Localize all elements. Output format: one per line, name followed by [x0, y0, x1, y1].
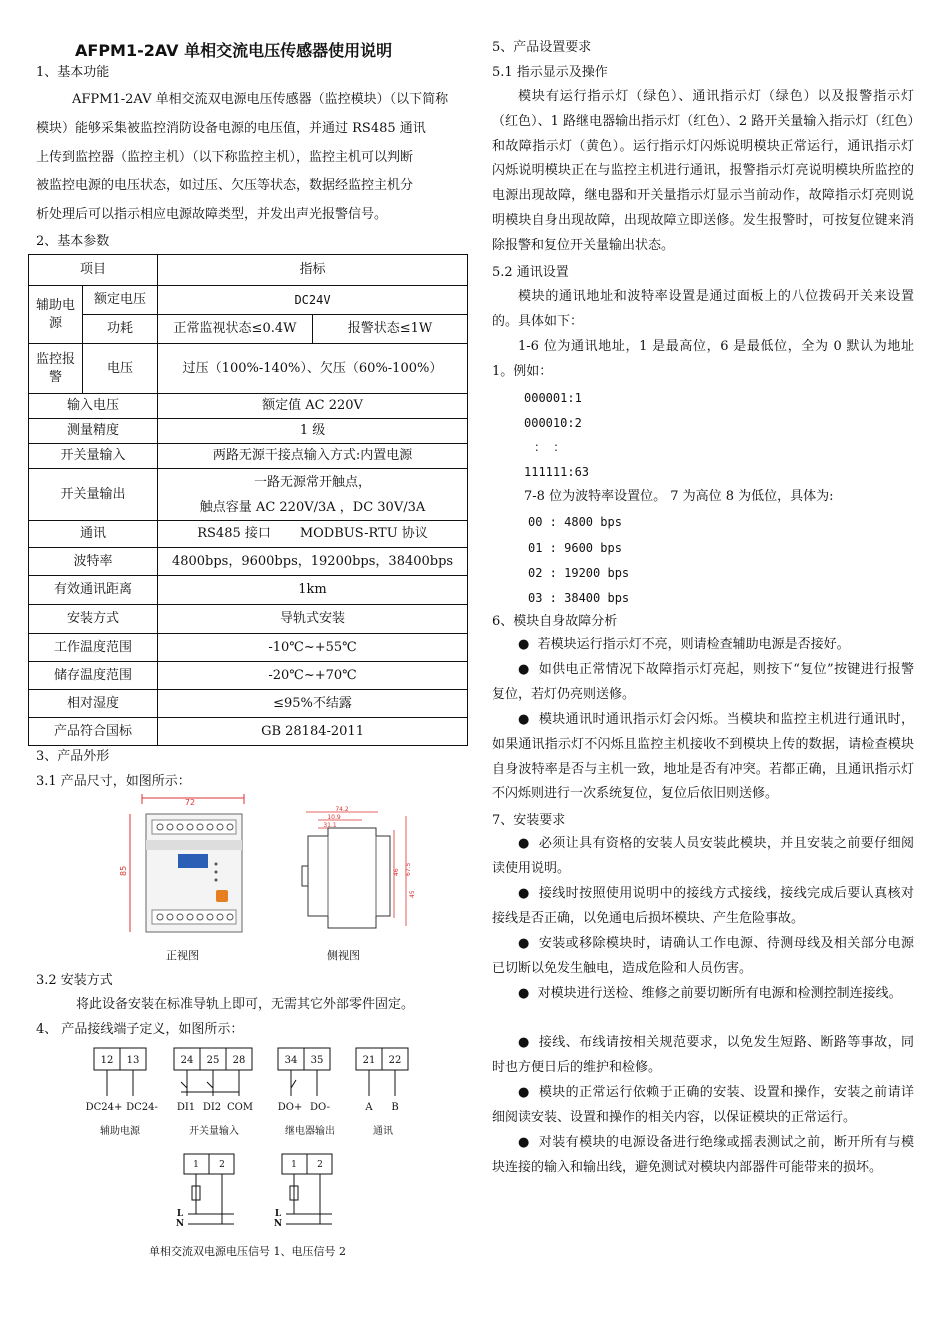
install-item: [492, 882, 914, 932]
fault-item: [492, 633, 914, 658]
v2-terminal-1: 1: [291, 1160, 297, 1170]
dim-67: 67.5: [405, 862, 412, 876]
comm-protocol: MODBUS-RTU 协议: [299, 526, 428, 541]
section-5-1-heading: 5.1 指示显示及操作: [492, 65, 608, 80]
dim-72: 72: [184, 798, 196, 807]
power-normal-value: 正常监视状态≤0.4W: [158, 315, 313, 344]
param-label: 开关量输入: [29, 444, 158, 469]
param-label: 安装方式: [29, 605, 158, 634]
switch-output-value: [158, 469, 468, 521]
function-line-1: AFPM1-2AV 单相交流双电源电压传感器（监控模块）（以下简称: [72, 92, 449, 107]
param-label: 波特率: [29, 548, 158, 576]
signal-b: B: [391, 1102, 399, 1113]
section-1-heading: 1、基本功能: [36, 65, 110, 80]
dim-74: 74.2: [335, 806, 349, 813]
baud-option: 02 : 19200 bps: [528, 566, 630, 580]
param-value: 额定值 AC 220V: [158, 394, 468, 419]
signal-do-neg: DO-: [310, 1102, 330, 1113]
header-spec: 指标: [158, 255, 468, 286]
terminal-12: 12: [100, 1055, 114, 1066]
v2-terminal-2: 2: [317, 1160, 323, 1170]
param-label: 储存温度范围: [29, 662, 158, 690]
param-value: 导轨式安装: [158, 605, 468, 634]
signal-di2: DI2: [202, 1102, 222, 1113]
section-3-2-heading: 3.2 安装方式: [36, 973, 113, 988]
v1-terminal-1: 1: [193, 1160, 199, 1170]
dim-45: 45: [409, 890, 416, 898]
param-value: 1km: [158, 576, 468, 605]
install-item-text: 对装有模块的电源设备进行绝缘或摇表测试之前，断开所有与模块连接的输入和输出线，避免测试对模块内部器件可能带来的损坏。: [492, 1135, 914, 1175]
section-4-heading: 4、 产品接线端子定义，如图所示：: [36, 1022, 244, 1037]
group-name-relay-output: 继电器输出: [285, 1126, 335, 1137]
section-6-heading: 6、模块自身故障分析: [492, 614, 618, 629]
comm-value: [158, 521, 468, 548]
voltage-value: 过压（100%-140%）、欠压（60%-100%）: [158, 344, 468, 394]
dim-85: 85: [119, 865, 128, 876]
v1-line-n: N: [175, 1219, 185, 1229]
terminal-21: 21: [362, 1055, 376, 1066]
v1-line-l: L: [176, 1209, 184, 1219]
bullet-icon: ●: [518, 936, 530, 951]
voltage-signal-caption: 单相交流双电源电压信号 1、电压信号 2: [149, 1245, 346, 1258]
rated-voltage-value: DC24V: [158, 286, 468, 315]
terminal-13: 13: [126, 1055, 140, 1066]
group-name-comm: 通讯: [373, 1126, 393, 1137]
terminal-22: 22: [388, 1055, 402, 1066]
install-item: [492, 1131, 914, 1181]
section-3-1-heading: 3.1 产品尺寸，如图所示：: [36, 774, 191, 789]
param-value: 两路无源干接点输入方式:内置电源: [158, 444, 468, 469]
signal-dc24p: DC24+: [85, 1102, 123, 1113]
param-label: 相对湿度: [29, 690, 158, 718]
bullet-icon: ●: [518, 662, 530, 677]
install-item-text: 安装或移除模块时，请确认工作电源、待测母线及相关部分电源已切断以免发生触电，造成危险和人员伤害。: [492, 936, 914, 976]
function-line-4: 被监控电源的电压状态，如过压、欠压等状态，数据经监控主机分: [36, 178, 414, 193]
function-line-5: 析处理后可以指示相应电源故障类型，并发出声光报警信号。: [36, 207, 388, 222]
section-5-heading: 5、产品设置要求: [492, 40, 592, 55]
terminal-35: 35: [310, 1055, 324, 1066]
fault-item: [492, 658, 914, 708]
install-item-text: 接线时按照使用说明中的接线方式接线，接线完成后要认真核对接线是否正确，以免通电后损坏模块、产生危险事故。: [492, 886, 914, 926]
param-label: 测量精度: [29, 419, 158, 444]
param-value: -10℃~+55℃: [158, 634, 468, 662]
bullet-icon: ●: [518, 637, 530, 652]
baud-option: 03 : 38400 bps: [528, 591, 630, 605]
terminal-28: 28: [232, 1055, 246, 1066]
install-item: [492, 932, 914, 982]
bullet-icon: ●: [518, 836, 530, 851]
v1-terminal-2: 2: [219, 1160, 225, 1170]
switch-output-line-1: 一路无源常开触点，: [254, 474, 372, 490]
baud-option: 00 : 4800 bps: [528, 515, 622, 529]
aux-power-label: 辅助电源: [29, 286, 83, 344]
front-view-drawing: [118, 792, 258, 942]
baud-option: 01 : 9600 bps: [528, 541, 622, 555]
param-value: -20℃~+70℃: [158, 662, 468, 690]
install-item-text: 模块的正常运行依赖于正确的安装、设置和操作，安装之前请详细阅读安装、设置和操作的相关内容，以保证模块的正常运行。: [492, 1085, 914, 1125]
fault-item-text: 模块通讯时通讯指示灯会闪烁。当模块和监控主机进行通讯时，如果通讯指示灯不闪烁且监控主机接收不到模块上传的数据，请检查模块自身波特率是否与主机一致，地址是否有冲突。若都正确，且通讯指示灯不闪烁则进行一次系统复位，复位后依旧则送修。: [492, 712, 914, 802]
section-2-heading: 2、基本参数: [36, 234, 110, 249]
param-label: 工作温度范围: [29, 634, 158, 662]
param-label: 输入电压: [29, 394, 158, 419]
bullet-icon: ●: [518, 1035, 530, 1050]
bullet-icon: ●: [518, 1085, 530, 1100]
baud-paragraph: 7-8 位为波特率设置位。 7 为高位 8 为低位，具体为:: [524, 489, 834, 504]
install-item-text: 接线、布线请按相关规范要求，以免发生短路、断路等事故，同时也方便日后的维护和检修。: [492, 1035, 914, 1075]
power-alarm-value: 报警状态≤1W: [313, 315, 468, 344]
bullet-icon: ●: [518, 986, 530, 1001]
param-label: 有效通讯距离: [29, 576, 158, 605]
parameter-table: [28, 254, 468, 746]
signal-a: A: [365, 1102, 373, 1113]
address-example: 000001:1: [524, 391, 582, 405]
document-title: AFPM1-2AV 单相交流电压传感器使用说明: [75, 41, 393, 60]
address-example: 111111:63: [524, 465, 590, 479]
side-view-drawing: [298, 806, 418, 936]
terminal-34: 34: [284, 1055, 298, 1066]
switch-output-line-2: 触点容量 AC 220V/3A ，DC 30V/3A: [199, 499, 426, 515]
param-value: GB 28184-2011: [158, 718, 468, 746]
signal-com: COM: [226, 1102, 254, 1113]
comm-setting-paragraph: 模块的通讯地址和波特率设置是通过面板上的八位拨码开关来设置的。具体如下：: [492, 289, 914, 329]
switch-output-label: 开关量输出: [29, 469, 158, 521]
group-name-aux-power: 辅助电源: [100, 1126, 140, 1137]
terminal-diagram: [80, 1044, 420, 1144]
fault-item-text: 若模块运行指示灯不亮，则请检查辅助电源是否接好。: [537, 637, 850, 652]
param-value: 4800bps，9600bps，19200bps，38400bps: [158, 548, 468, 576]
section-3-heading: 3、产品外形: [36, 749, 110, 764]
install-item: [492, 982, 914, 1007]
fault-item: [492, 708, 914, 807]
dim-46: 46: [393, 868, 400, 876]
address-paragraph: 1-6 位为通讯地址，1 是最高位，6 是最低位，全为 0 默认为地址 1。例如：: [492, 339, 914, 379]
bullet-icon: ●: [518, 712, 530, 727]
terminal-24: 24: [180, 1055, 194, 1066]
comm-label: 通讯: [29, 521, 158, 548]
bullet-icon: ●: [518, 886, 530, 901]
param-value: 1 级: [158, 419, 468, 444]
signal-do-pos: DO+: [277, 1102, 303, 1113]
rated-voltage-label: 额定电压: [83, 286, 158, 315]
indicator-paragraph: 模块有运行指示灯（绿色）、通讯指示灯（绿色）以及报警指示灯（红色）、1 路继电器输出指示灯（红色）、2 路开关量输入指示灯（红色）和故障指示灯（黄色）。运行指示灯闪烁说明模块正常运行，通讯指示灯闪烁说明模块正在与监控主机进行通讯，报警指示灯亮说明模块所监控的电源出现故障，继电器和开关量指示灯显示当前动作，故障指示灯亮则说明模块自身出现故障，出现故障立即送修。发生报警时，可按复位键来消除报警和复位开关量输出状态。: [492, 89, 914, 253]
install-item-text: 必须让具有资格的安装人员安装此模块，并且安装之前要仔细阅读使用说明。: [492, 836, 914, 876]
header-item: 项目: [29, 255, 158, 286]
bullet-icon: ●: [518, 1135, 530, 1150]
signal-di1: DI1: [176, 1102, 196, 1113]
terminal-25: 25: [206, 1055, 220, 1066]
function-line-2: 模块）能够采集被监控消防设备电源的电压值，并通过 RS485 通讯: [36, 121, 426, 136]
front-view-label: 正视图: [166, 949, 199, 962]
section-5-2-heading: 5.2 通讯设置: [492, 265, 569, 280]
address-example: 000010:2: [524, 416, 582, 430]
power-label: 功耗: [83, 315, 158, 344]
address-example: ： ：: [534, 440, 566, 454]
side-view-label: 侧视图: [327, 949, 360, 962]
monitor-alarm-label: 监控报警: [29, 344, 83, 394]
fault-item-text: 如供电正常情况下故障指示灯亮起，则按下“复位”按键进行报警复位，若灯仍亮则送修。: [492, 662, 914, 702]
install-item-text: 对模块进行送检、维修之前要切断所有电源和检测控制连接线。: [537, 986, 902, 1001]
function-line-3: 上传到监控器（监控主机）（以下称监控主机），监控主机可以判断: [36, 150, 414, 165]
signal-dc24n: DC24-: [126, 1102, 158, 1113]
voltage-signal-diagram: [170, 1152, 370, 1230]
comm-interface: RS485 接口: [197, 526, 271, 541]
param-label: 产品符合国标: [29, 718, 158, 746]
dim-10: 10.9: [327, 814, 341, 821]
install-text: 将此设备安装在标准导轨上即可，无需其它外部零件固定。: [76, 997, 415, 1012]
install-item: [492, 1031, 914, 1081]
dim-31: 31.1: [323, 822, 337, 829]
v2-line-l: L: [274, 1209, 282, 1219]
install-item: [492, 832, 914, 882]
v2-line-n: N: [273, 1219, 283, 1229]
install-item: [492, 1081, 914, 1131]
group-name-switch-input: 开关量输入: [189, 1126, 239, 1137]
param-value: ≤95%不结露: [158, 690, 468, 718]
section-7-heading: 7、安装要求: [492, 813, 566, 828]
voltage-label: 电压: [83, 344, 158, 394]
